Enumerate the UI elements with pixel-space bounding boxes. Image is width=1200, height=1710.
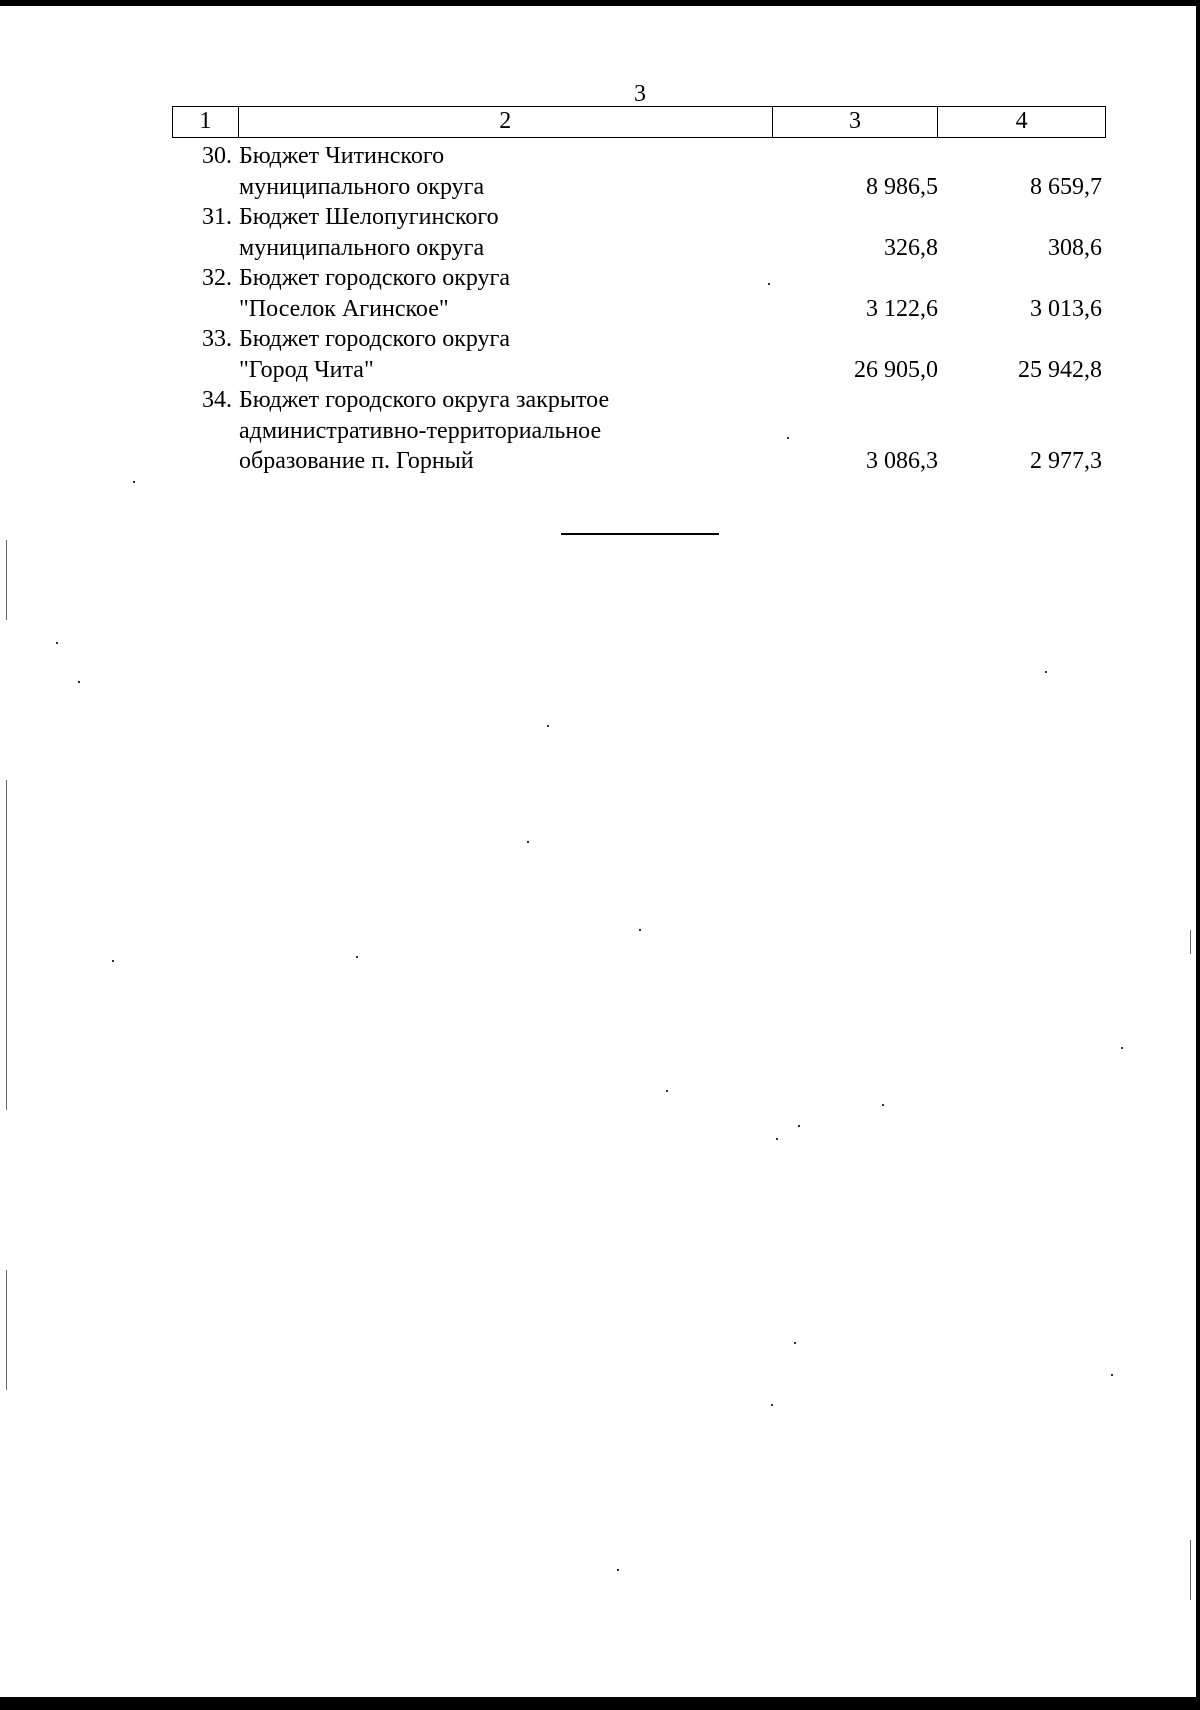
scan-speck bbox=[798, 1125, 800, 1127]
row-value-col3: 3 122,6 bbox=[866, 295, 938, 322]
row-name-line: Бюджет городского округа bbox=[239, 326, 511, 352]
scan-speck bbox=[133, 481, 135, 483]
table-column-header-row bbox=[172, 106, 1106, 138]
row-name bbox=[239, 141, 769, 202]
scan-speck bbox=[882, 1104, 884, 1106]
scan-speck bbox=[776, 1138, 778, 1140]
row-name-line: Бюджет Шелопугинского bbox=[239, 204, 499, 230]
page-number: 3 bbox=[634, 81, 646, 107]
row-name bbox=[239, 324, 769, 385]
row-name-line: "Поселок Агинское" bbox=[239, 295, 449, 322]
scan-speck bbox=[527, 841, 529, 843]
row-number: 33. bbox=[202, 326, 232, 352]
scan-edge-mark bbox=[6, 780, 7, 1110]
scan-speck bbox=[794, 1342, 796, 1344]
scan-border-top bbox=[0, 0, 1200, 6]
row-name bbox=[239, 202, 769, 263]
row-value-col4: 308,6 bbox=[1048, 234, 1102, 261]
table-row bbox=[172, 202, 1106, 263]
scan-speck bbox=[771, 1404, 773, 1406]
scan-speck bbox=[787, 437, 789, 439]
row-number: 30. bbox=[202, 143, 232, 169]
row-value-col4: 3 013,6 bbox=[1030, 295, 1102, 322]
row-value-col3: 3 086,3 bbox=[866, 448, 938, 474]
scan-edge-mark bbox=[6, 1270, 7, 1390]
row-number: 31. bbox=[202, 204, 232, 230]
row-name bbox=[239, 385, 769, 477]
row-value-col3: 326,8 bbox=[884, 234, 938, 261]
row-name-line: муниципального округа bbox=[239, 234, 485, 261]
row-name-line: Бюджет городского округа закрытое bbox=[239, 387, 610, 413]
scan-edge-mark bbox=[1190, 1540, 1191, 1600]
scan-speck bbox=[1121, 1047, 1123, 1049]
row-name-line: Бюджет Читинского bbox=[239, 143, 445, 169]
row-number: 34. bbox=[202, 387, 232, 413]
row-value-col3: 8 986,5 bbox=[866, 173, 938, 200]
scan-speck bbox=[768, 283, 770, 285]
table-row bbox=[172, 324, 1106, 385]
column-header-3: 3 bbox=[773, 107, 939, 137]
row-name-line: образование п. Горный bbox=[239, 448, 474, 474]
scan-border-bottom bbox=[0, 1697, 1200, 1710]
scan-edge-mark bbox=[1190, 930, 1191, 954]
row-value-col3: 26 905,0 bbox=[854, 356, 938, 383]
table-row bbox=[172, 385, 1106, 477]
scan-speck bbox=[78, 681, 80, 683]
row-value-col4: 2 977,3 bbox=[1030, 448, 1102, 474]
scan-speck bbox=[356, 956, 358, 958]
row-name-line: муниципального округа bbox=[239, 173, 485, 200]
scan-speck bbox=[639, 929, 641, 931]
table-row bbox=[172, 263, 1106, 324]
column-header-4: 4 bbox=[1015, 108, 1028, 134]
row-name-line: "Город Чита" bbox=[239, 356, 374, 383]
budget-table-body bbox=[172, 141, 1106, 477]
scan-speck bbox=[617, 1569, 619, 1571]
scan-edge-mark bbox=[6, 540, 7, 620]
column-header-1: 1 bbox=[173, 107, 239, 137]
row-name bbox=[239, 263, 769, 324]
scan-border-right bbox=[1196, 0, 1200, 1710]
table-row bbox=[172, 141, 1106, 202]
row-value-col4: 25 942,8 bbox=[1018, 356, 1102, 383]
row-number: 32. bbox=[202, 265, 232, 291]
column-header-2: 2 bbox=[239, 107, 773, 137]
scan-speck bbox=[547, 725, 549, 727]
scan-speck bbox=[56, 642, 58, 644]
scan-speck bbox=[1045, 671, 1047, 673]
scan-speck bbox=[1111, 1374, 1113, 1376]
row-value-col4: 8 659,7 bbox=[1030, 173, 1102, 200]
row-name-line: Бюджет городского округа bbox=[239, 265, 511, 291]
row-name-line: административно-территориальное bbox=[239, 417, 602, 444]
scan-speck bbox=[112, 960, 114, 962]
end-of-table-rule bbox=[561, 533, 719, 535]
scan-speck bbox=[666, 1090, 668, 1092]
